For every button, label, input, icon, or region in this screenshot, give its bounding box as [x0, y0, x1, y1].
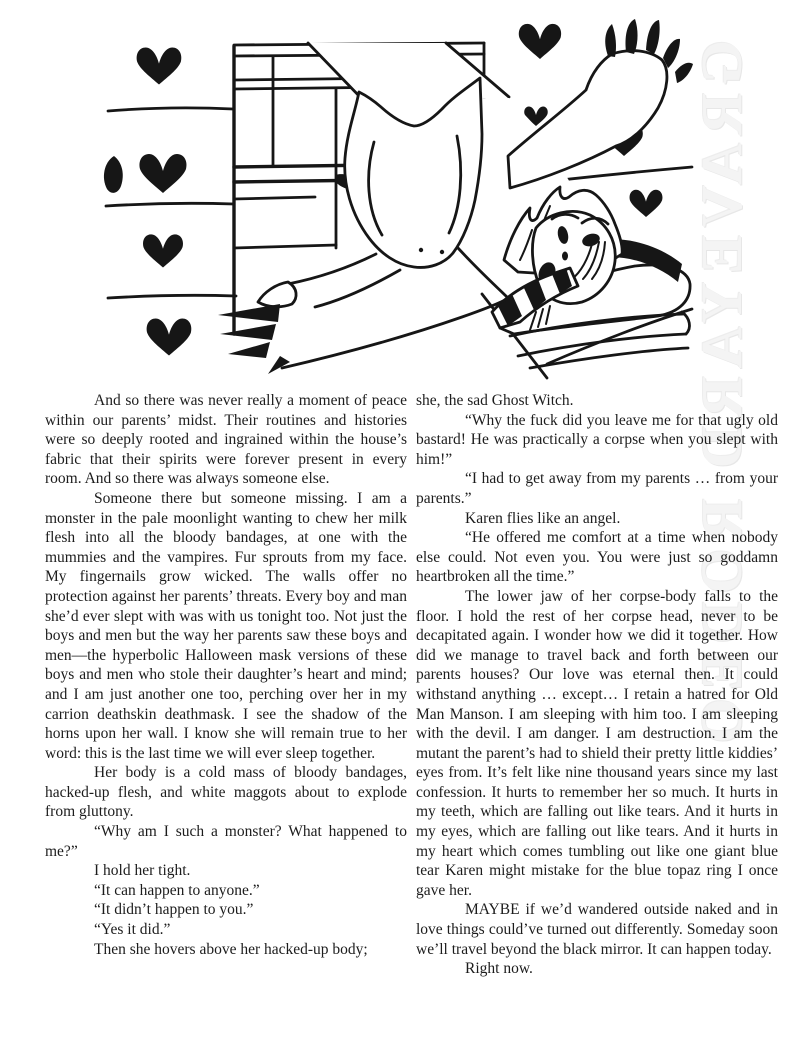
bleed-through-watermark: GRAVEYARD RODEO — [689, 40, 754, 752]
paragraph: “Why am I such a monster? What happened to me?” — [45, 823, 407, 860]
paragraph: “It didn’t happen to you.” — [94, 901, 254, 919]
paragraph: Then she hovers above her hacked-up body; — [94, 940, 368, 958]
paragraph: Karen flies like an angel. — [465, 509, 621, 527]
paragraph: “It can happen to anyone.” — [94, 881, 260, 899]
left-column — [45, 391, 407, 979]
werewolf-bedroom-illustration — [30, 16, 710, 388]
paragraph: Someone there but someone missing. I am a monster in the pale moonlight wanting to chew her milk flesh into all the bloody bandages, at one with the mummies and the vampires. Fur sprouts from my face. My fingernails grow wicked. The walls offer no protection against her parents’ threats. Every boy and man she’d ever slept with was with us tonight too. Not just the boys and men but the way her parents saw these boys and men—the hyperbolic Halloween mask versions of these boys and men who stole their daughter’s heart and mind; and I am just another one too, perching over her in my carrion deathskin deathmask. I see the shadow of the horns upon her wall. I know she will remain true to her word: this is the last time we will ever sleep together. — [45, 489, 407, 762]
paragraph: Her body is a cold mass of bloody bandages, hacked-up flesh, and white maggots about to explode from gluttony. — [45, 764, 407, 821]
right-column — [416, 391, 778, 979]
paragraph: “Yes it did.” — [94, 921, 171, 939]
paragraph: “I had to get away from my parents … from your parents.” — [416, 470, 778, 507]
paragraph: I hold her tight. — [94, 862, 191, 880]
paragraph: “He offered me comfort at a time when nobody else could. Not even you. You were just so goddamn heartbroken all the time.” — [416, 529, 778, 586]
paragraph: And so there was never really a moment of peace within our parents’ midst. Their routines and histories were so deeply rooted and ingrained within the house’s fabric that their spirits were forever present in every room. And so there was always someone else. — [45, 392, 407, 488]
paragraph: MAYBE if we’d wandered outside naked and in love things could’ve turned out differently. Someday soon we’ll travel beyond the black mirror. It can happen today. — [416, 901, 778, 958]
paragraph: Right now. — [465, 960, 533, 978]
paragraph: The lower jaw of her corpse-body falls to the floor. I hold the rest of her corpse head, never to be decapitated again. I wonder how we did it together. How did we manage to travel back and forth between our parents houses? Our love was eternal then. It could withstand anything … except… I retain a hatred for Old Man Manson. I am sleeping with him too. I am sleeping with the devil. I am danger. I am destruction. I am the mutant the parent’s had to shield their pretty little kiddies’ eyes from. It’s felt like nine thousand years since my last confession. It hurts to remember her so much. It hurts in my teeth, which are falling out like tears. And it hurts in my eyes, which are falling out like tears. And it hurts in my heart which comes tumbling out like one giant blue tear Karen might mistake for the blue topaz ring I once gave her. — [416, 587, 778, 899]
nose — [562, 252, 568, 261]
paragraph: “Why the fuck did you leave me for that ugly old bastard! He was practically a corpse when you slept with him!” — [416, 411, 778, 468]
paragraph: she, the sad Ghost Witch. — [416, 392, 574, 409]
story-text — [45, 391, 779, 979]
